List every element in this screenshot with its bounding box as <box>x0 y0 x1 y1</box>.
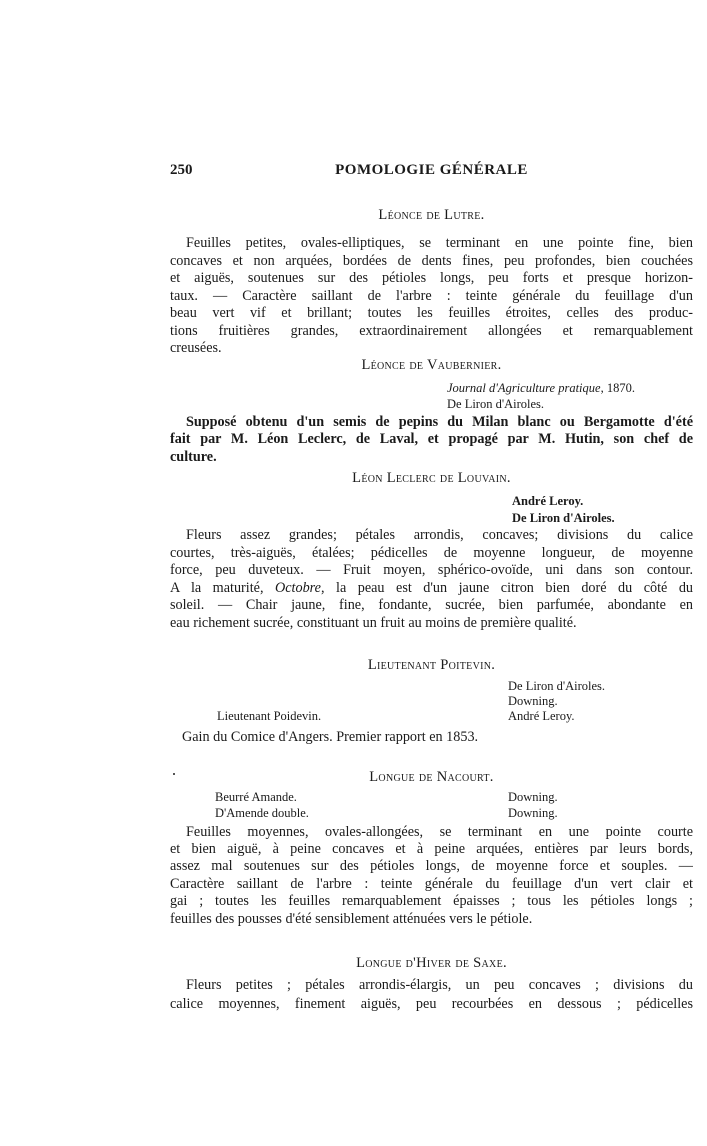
body-line: feuilles des pousses d'été sensiblement atténuées vers le pétiole. <box>170 911 533 927</box>
body-line: Fleurs petites ; pétales arrondis-élargis, un peu concaves ; divisions du <box>186 977 693 993</box>
page-number: 250 <box>170 162 193 178</box>
body-line: Feuilles petites, ovales-elliptiques, se terminant en une pointe fine, bien <box>186 235 693 251</box>
body-line: beau vert vif et brillant; toutes les feuilles étroites, celles des produc- <box>170 305 693 321</box>
maturity-month: Octobre <box>275 580 321 596</box>
text: A la maturité, <box>170 580 275 596</box>
body-line: fait par M. Léon Leclerc, de Laval, et propagé par M. Hutin, son chef de <box>170 431 693 447</box>
entry-title: Léonce de Vaubernier. <box>361 357 502 373</box>
synonym: Lieutenant Poidevin. <box>217 709 322 723</box>
reference: Downing. <box>508 694 558 708</box>
text: la peau est d'un jaune citron bien doré du côté du <box>336 580 693 596</box>
body-line: et bien aiguë, à peine concaves et à peine arquées, entières par leurs bords, <box>170 841 693 857</box>
body-line: Gain du Comice d'Angers. Premier rapport en 1853. <box>182 729 479 745</box>
running-title: POMOLOGIE GÉNÉRALE <box>335 162 528 178</box>
text: , <box>320 580 337 596</box>
body-line: eau richement sucrée, constituant un fruit au moins de première qualité. <box>170 615 577 631</box>
body-line: soleil. — Chair jaune, fine, fondante, sucrée, bien parfumée, abondante en <box>170 597 693 613</box>
synonym: Beurré Amande. <box>215 790 297 804</box>
body-line: creusées. <box>170 340 222 356</box>
body-line: Caractère saillant de l'arbre : teinte générale du feuillage d'un vert clair et <box>170 876 693 892</box>
body-line: Supposé obtenu d'un semis de pepins du Milan blanc ou Bergamotte d'été <box>186 414 693 430</box>
body-line: gai ; toutes les feuilles remarquablement épaisses ; tous les pétioles longs ; <box>170 893 693 909</box>
body-line <box>170 579 693 597</box>
reference: De Liron d'Airoles. <box>512 511 615 525</box>
body-line: culture. <box>170 449 217 465</box>
reference-journal: Journal d'Agriculture pratique <box>447 381 601 395</box>
body-line: assez mal soutenues sur des pétioles longs, de moyenne force et souples. — <box>170 858 693 874</box>
entry-title: Longue de Nacourt. <box>369 769 494 785</box>
reference: De Liron d'Airoles. <box>508 679 606 693</box>
reference: André Leroy. <box>508 709 575 723</box>
body-line: calice moyennes, finement aiguës, peu recourbées en dessous ; pédicelles <box>170 996 693 1012</box>
entry-title: Léon Leclerc de Louvain. <box>352 470 511 486</box>
body-line: tions fruitières grandes, extraordinairement allongées et remarquablement <box>170 323 693 339</box>
entry-title: Léonce de Lutre. <box>378 207 485 223</box>
body-line: taux. — Caractère saillant de l'arbre : teinte générale du feuillage d'un <box>170 288 693 304</box>
reference: André Leroy. <box>512 494 584 508</box>
body-line: et aiguës, soutenues sur des pétioles longs, peu forts et presque horizon- <box>170 270 693 286</box>
body-line: Fleurs assez grandes; pétales arrondis, concaves; divisions du calice <box>186 527 693 543</box>
reference: Downing. <box>508 790 558 804</box>
body-line: courtes, très-aiguës, étalées; pédicelles de moyenne longueur, de moyenne <box>170 545 693 561</box>
reference-year: , 1870. <box>600 381 635 395</box>
body-line: Feuilles moyennes, ovales-allongées, se terminant en une pointe courte <box>186 824 693 840</box>
body-line: force, peu duveteux. — Fruit moyen, sphérico-ovoïde, uni dans son contour. <box>170 562 693 578</box>
reference: Downing. <box>508 806 558 820</box>
entry-title: Longue d'Hiver de Saxe. <box>356 955 507 971</box>
body-line: concaves et non arquées, bordées de dents fines, peu profondes, bien couchées <box>170 253 693 269</box>
synonym: D'Amende double. <box>215 806 309 820</box>
entry-title: Lieutenant Poitevin. <box>367 657 496 673</box>
reference: De Liron d'Airoles. <box>447 397 545 411</box>
